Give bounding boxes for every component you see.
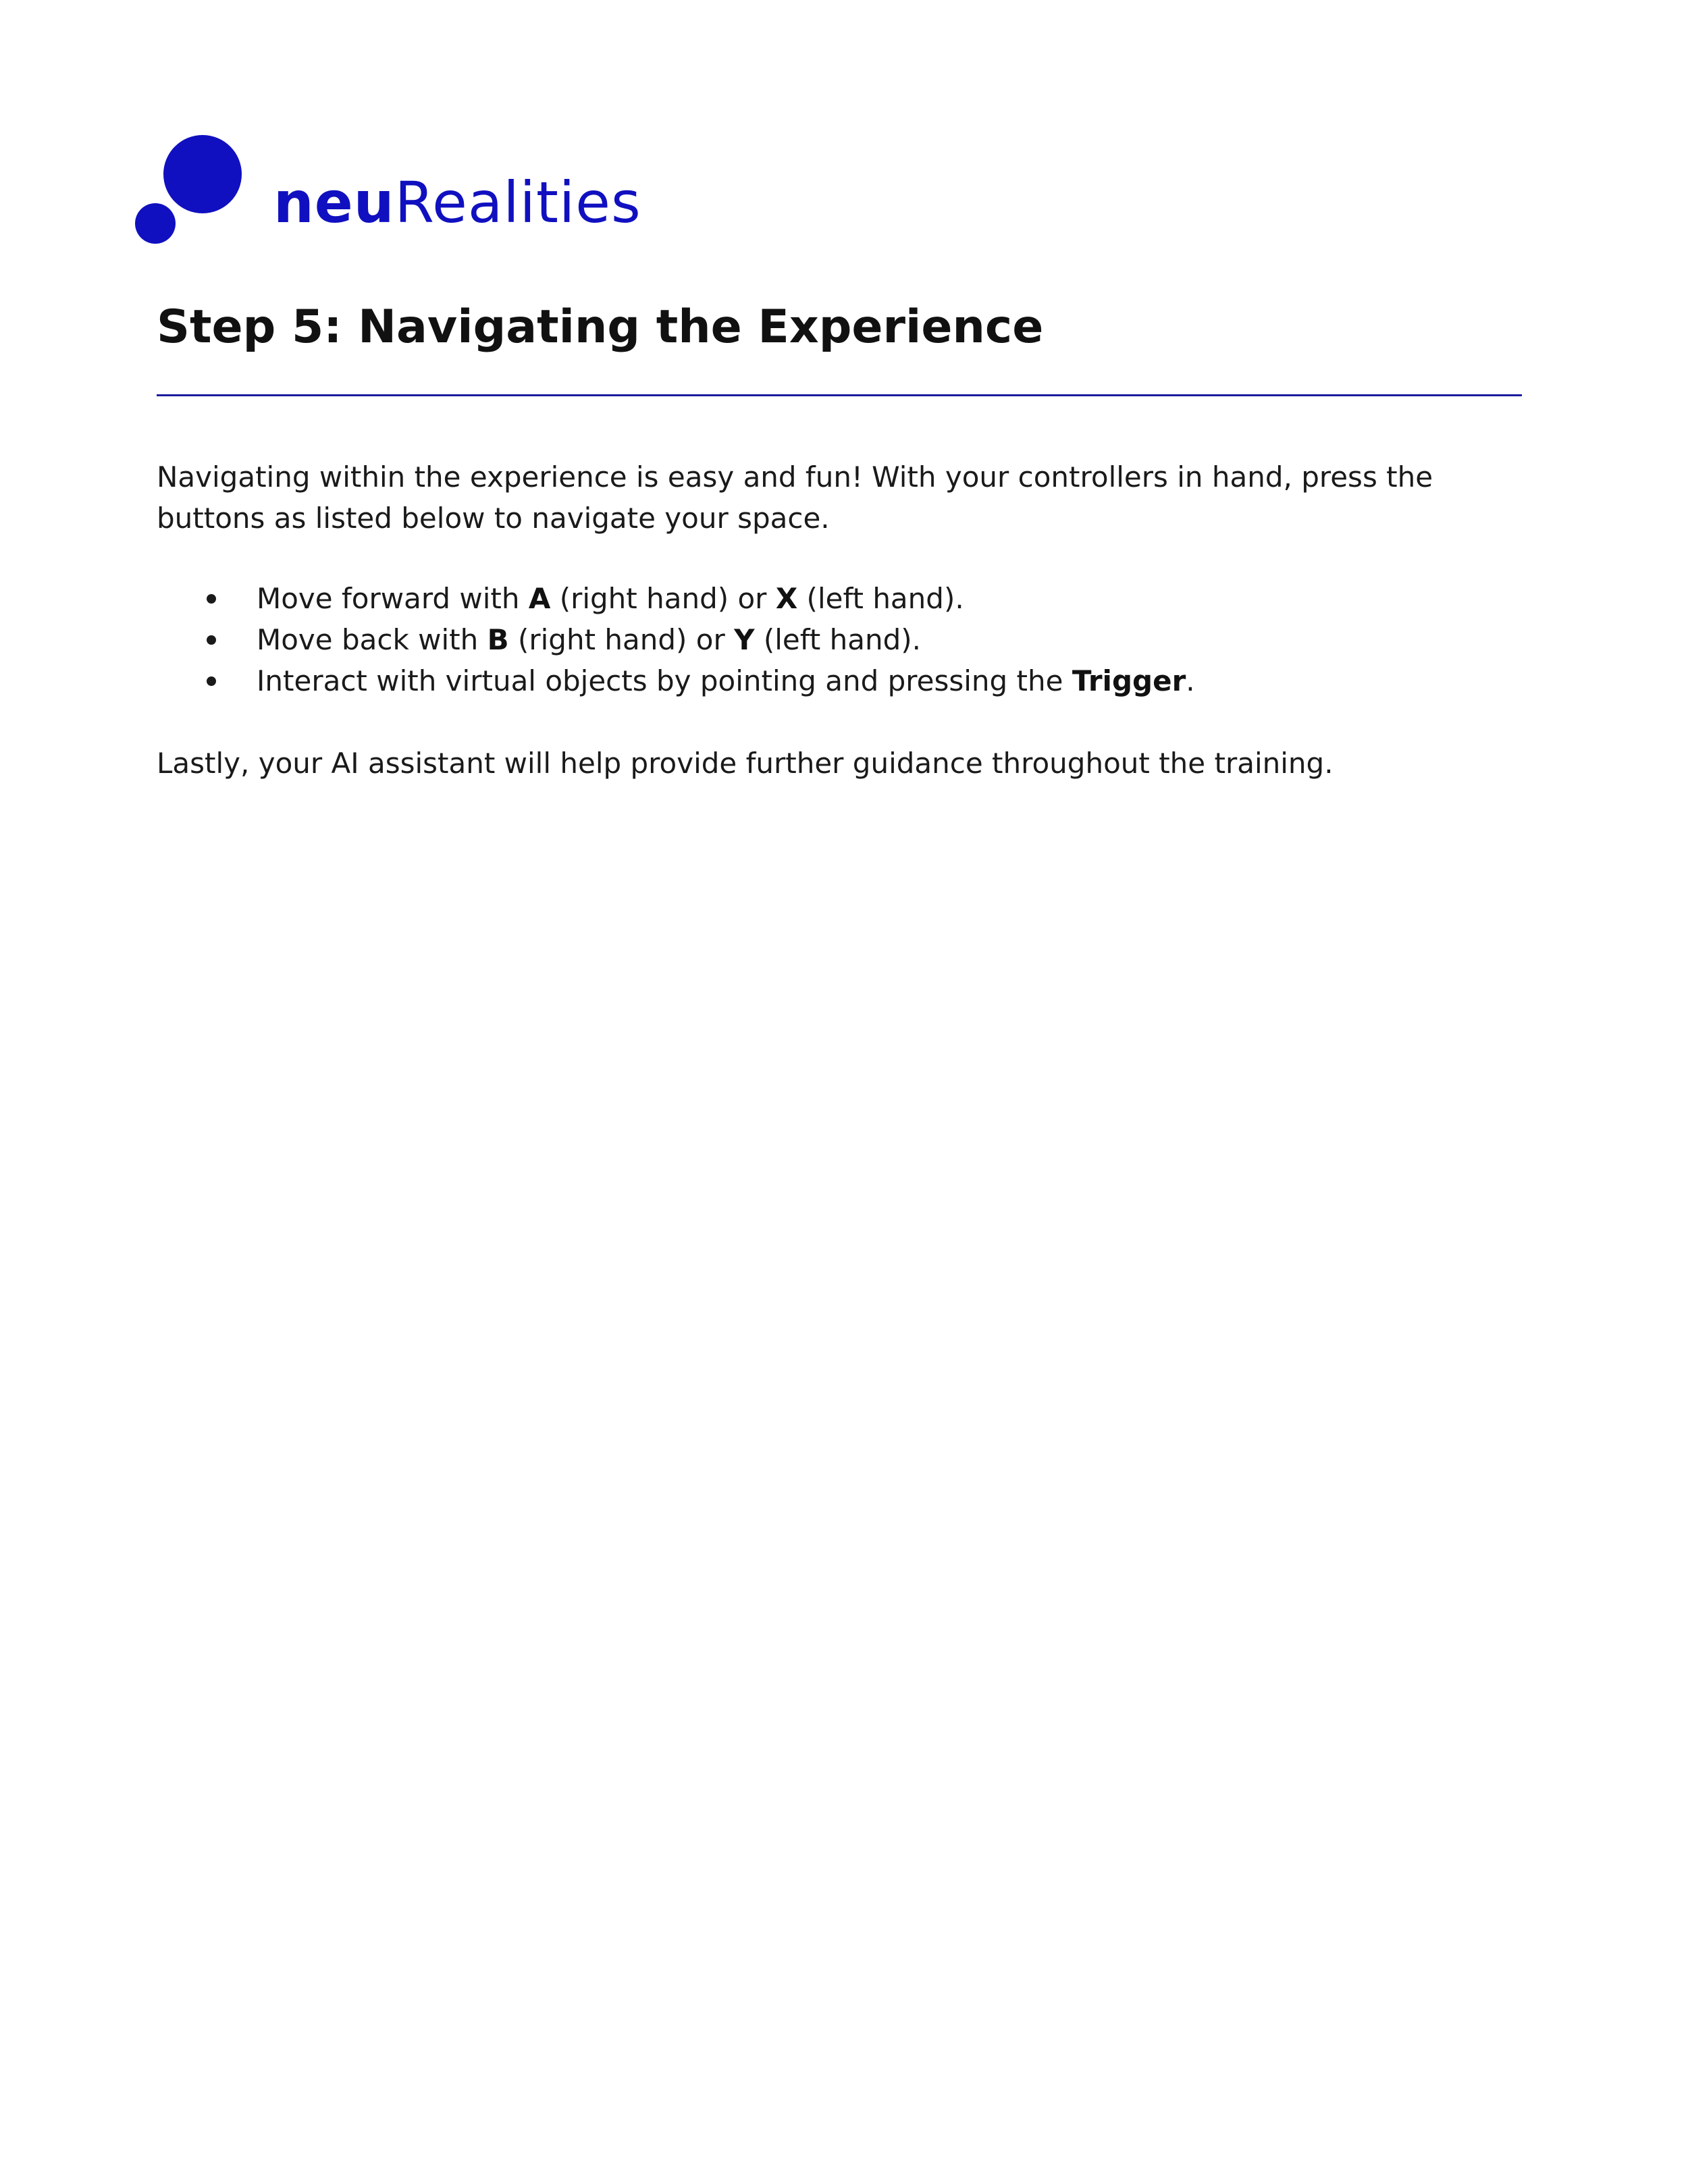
page-heading: Step 5: Navigating the Experience: [157, 300, 1044, 354]
bullet-icon: [207, 676, 216, 686]
neurealities-logo: [135, 135, 641, 257]
navigation-instructions-list: [157, 578, 1527, 701]
button-x-label: X: [775, 582, 798, 615]
logo-wordmark: [273, 169, 641, 236]
list-item-text: Move forward with: [257, 582, 529, 615]
list-item-text: Interact with virtual objects by pointing and pressing the: [257, 664, 1072, 697]
button-b-label: B: [487, 623, 509, 656]
list-item-text: (right hand) or: [550, 582, 776, 615]
list-item: [157, 660, 1527, 701]
logo-circles-icon: [135, 135, 257, 257]
list-item: [157, 578, 1527, 619]
logo-text-bold: neu: [273, 169, 395, 236]
list-item-text: (left hand).: [754, 623, 921, 656]
list-item-text: (left hand).: [797, 582, 964, 615]
logo-text-light: Realities: [394, 169, 641, 236]
list-item-text: .: [1186, 664, 1195, 697]
list-item-text: (right hand) or: [508, 623, 735, 656]
closing-paragraph: Lastly, your AI assistant will help provide further guidance throughout the training.: [157, 747, 1334, 780]
intro-paragraph: Navigating within the experience is easy and fun! With your controllers in hand, press the buttons as listed below to navigate your space.: [157, 460, 1433, 535]
heading-divider: [157, 394, 1522, 396]
button-a-label: A: [528, 582, 551, 615]
list-item-text: Move back with: [257, 623, 487, 656]
trigger-label: Trigger: [1072, 664, 1186, 697]
button-y-label: Y: [734, 623, 755, 656]
list-item: [157, 619, 1527, 660]
bullet-icon: [207, 635, 216, 645]
bullet-icon: [207, 594, 216, 604]
